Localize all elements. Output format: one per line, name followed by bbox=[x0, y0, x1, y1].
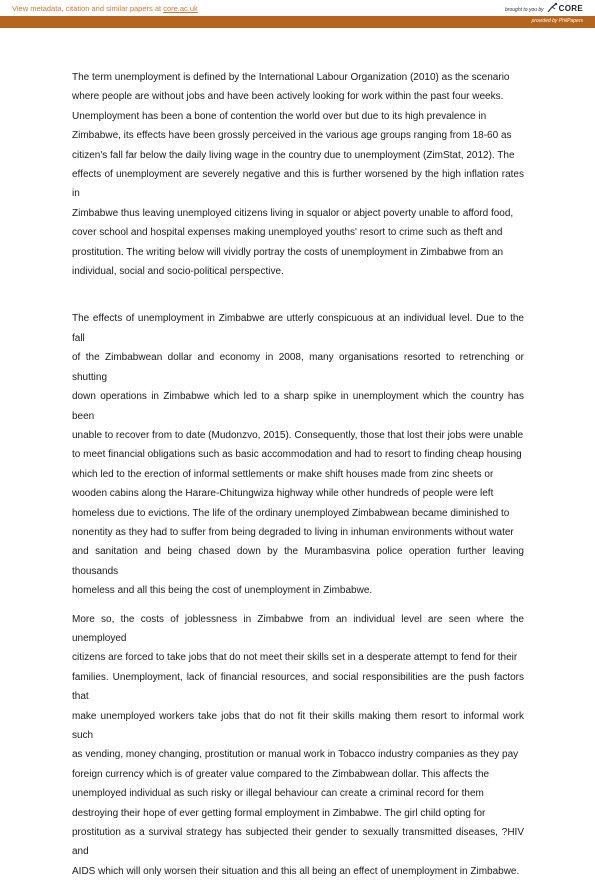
core-ac-uk-link[interactable]: core.ac.uk bbox=[163, 4, 198, 13]
core-logo-icon bbox=[546, 2, 558, 14]
core-header-banner bbox=[0, 0, 595, 29]
brought-to-you-text: brought to you by bbox=[505, 7, 544, 13]
paragraph-joblessness: More so, the costs of joblessness in Zimbabwe from an individual level are seen where the unemployed citizens are forced to take jobs that do not meet their skills set in a desperate attempt to fend for their families. Unemployment, lack of financial resources, and social responsibilities are the push factors that make unemployed workers take jobs that do not fit their skills making them resort to informal work such as vending, money changing, prostitution or manual work in Tobacco industry companies as they pay foreign currency which is of greater value compared to the Zimbabwean dollar. This affects the unemployed individual as such risky or illegal behaviour can create a criminal record for them destroying their hope of ever getting formal employment in Zimbabwe. The girl child opting for prostitution as a survival strategy has subjected their gender to sexually transmitted diseases, ?HIV and AIDS which will only worsen their situation and this all being an effect of unemployment in Zimbabwe. bbox=[72, 613, 524, 877]
core-metadata-line bbox=[0, 0, 595, 16]
core-provider-bar bbox=[0, 16, 595, 28]
metadata-notice bbox=[12, 4, 198, 13]
core-logo-text: CORE bbox=[558, 3, 583, 13]
paragraph-individual-level: The effects of unemployment in Zimbabwe are utterly conspicuous at an individual level. Due to the fall of the Zimbabwean dollar and economy in 2008, many organisations resorted to retrenching or shutting down operations in Zimbabwe which led to a sharp spike in unemployment which the country has been unable to recover from to date (Mudonzvo, 2015). Consequently, those that lost their jobs were unable to meet financial obligations such as basic accommodation and had to resort to finding cheap housing which led to the erection of informal settlements or make shift houses made from zinc sheets or wooden cabins along the Harare-Chitungwiza highway while other hundreds of people were left homeless due to evictions. The life of the ordinary unemployed Zimbabwean became diminished to nonentity as they had to suffer from being degraded to living in inhuman environments without water and sanitation and being chased down by the Murambasvina police operation further leaving thousands homeless and all this being the cost of unemployment in Zimbabwe. bbox=[72, 313, 524, 597]
metadata-prefix: View metadata, citation and similar papers at bbox=[12, 4, 164, 13]
document-body bbox=[72, 68, 524, 881]
provided-by-text[interactable]: provided by PhilPapers bbox=[531, 18, 583, 24]
paragraph-intro: The term unemployment is defined by the International Labour Organization (2010) as the scenario where people are without jobs and have been actively looking for work within the past four weeks. Unemployment has been a bone of contention the world over but due to its high prevalence in Zimbabwe, its effects have been grossly perceived in the various age groups ranging from 18-60 as citizen's fall far below the daily living wage in the country due to unemployment (ZimStat, 2012). The effects of unemployment are severely negative and this is further worsened by the high inflation rates in Zimbabwe thus leaving unemployed citizens living in squalor or abject poverty unable to afford food, cover school and hospital expenses making unemployed youths' resort to crime such as theft and prostitution. The writing below will vividly portray the costs of unemployment in Zimbabwe from an individual, social and socio-political perspective. bbox=[72, 72, 524, 278]
core-branding[interactable] bbox=[505, 1, 583, 15]
